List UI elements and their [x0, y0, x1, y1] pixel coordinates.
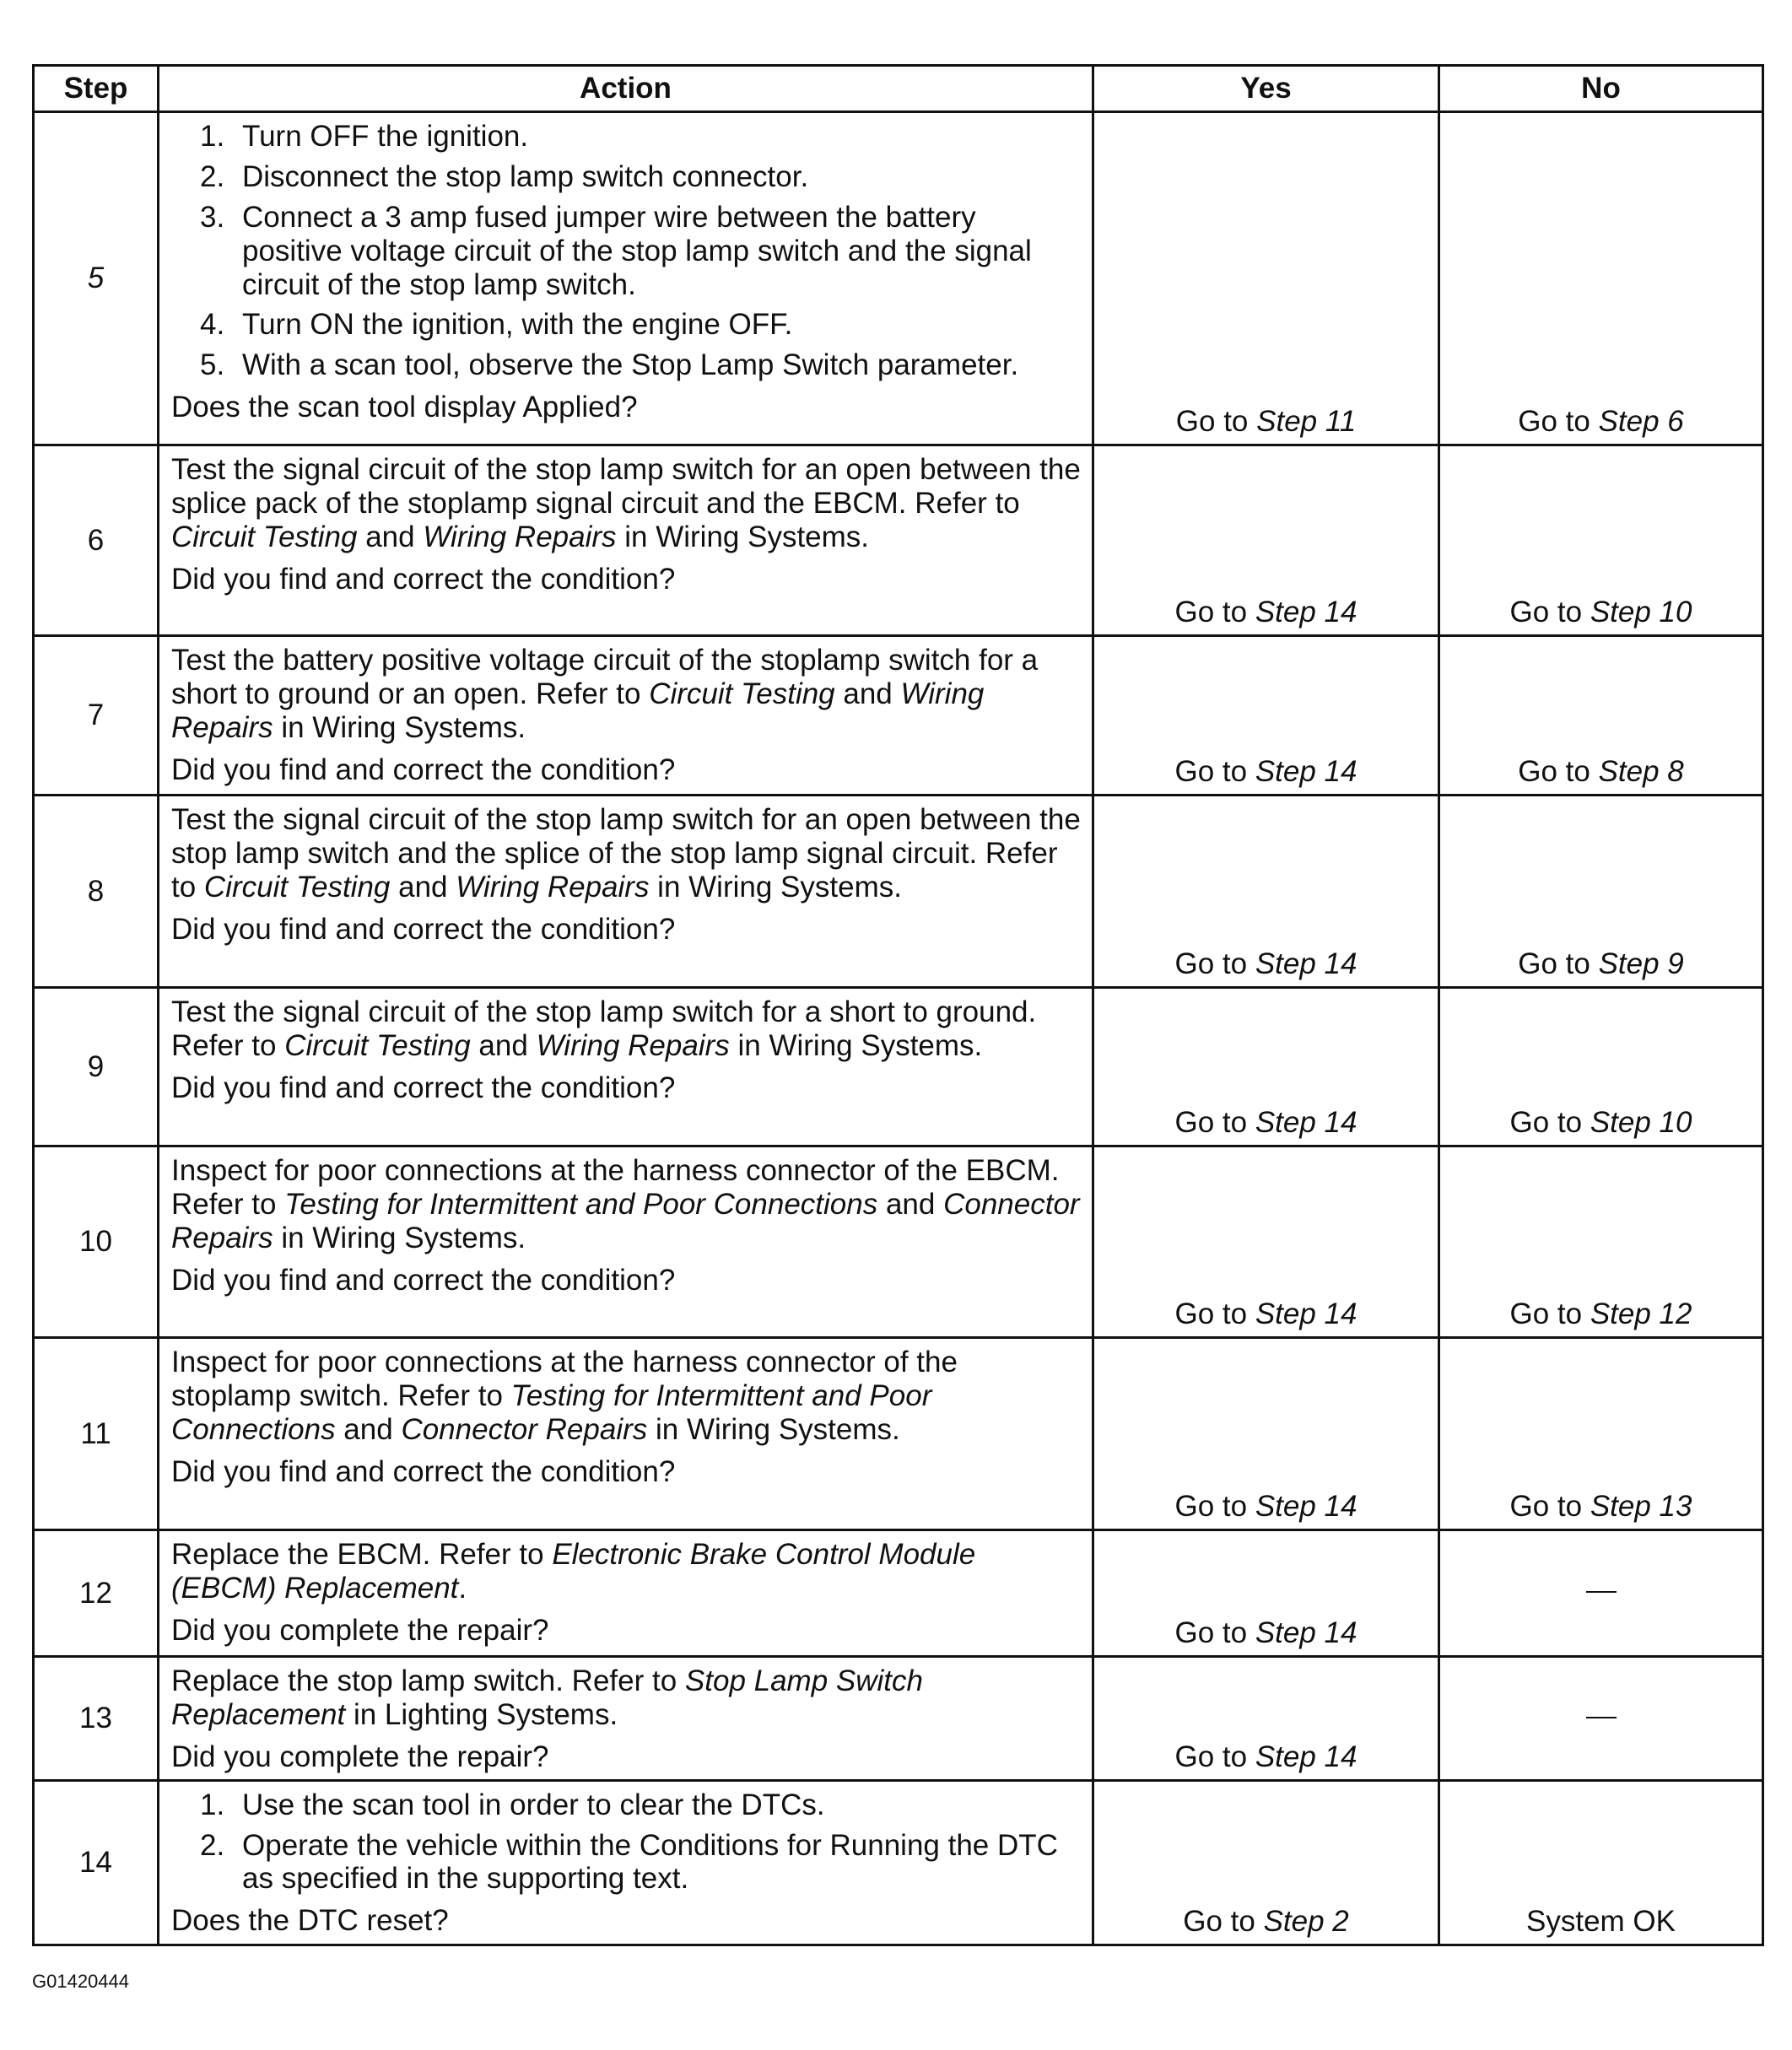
list-item: 5. With a scan tool, observe the Stop Lamp Switch parameter.	[200, 348, 1019, 382]
action-question: Does the scan tool display Applied?	[171, 391, 638, 424]
action-question: Did you find and correct the condition?	[171, 912, 676, 946]
no-cell: Go to Step 12	[1439, 1146, 1763, 1338]
action-cell	[159, 796, 1093, 988]
table-row-step-9	[34, 988, 1763, 1146]
header-action: Action	[159, 66, 1093, 112]
action-question: Did you find and correct the condition?	[171, 1454, 676, 1488]
action-list	[171, 1788, 1083, 1896]
step-number: 8	[34, 796, 159, 988]
yes-cell: Go to Step 14	[1093, 1530, 1439, 1657]
action-cell	[159, 1338, 1093, 1530]
diagnostic-table	[32, 64, 1764, 1946]
no-cell	[1439, 1530, 1763, 1657]
yes-cell: Go to Step 14	[1093, 1338, 1439, 1530]
table-row-step-11	[34, 1338, 1763, 1530]
table-row-step-14	[34, 1780, 1763, 1945]
action-text: Replace the EBCM. Refer to Electronic Brake Control Module (EBCM) Replacement.	[171, 1538, 976, 1605]
header-yes: Yes	[1093, 66, 1439, 112]
table-row-step-8	[34, 796, 1763, 988]
action-text: Test the battery positive voltage circuit of the stoplamp switch for a short to ground or an open. Refer to Circuit Testing and Wiring Repairs in Wiring Systems.	[171, 644, 1039, 744]
action-cell	[159, 1657, 1093, 1781]
action-cell	[159, 636, 1093, 796]
action-question: Did you complete the repair?	[171, 1613, 549, 1647]
yes-cell: Go to Step 11	[1093, 112, 1439, 445]
list-item: 2. Operate the vehicle within the Conditions for Running the DTC as specified in the supporting text.	[200, 1828, 1058, 1896]
action-text: Inspect for poor connections at the harness connector of the EBCM. Refer to Testing for Intermittent and Poor Connections and Connector Repairs in Wiring Systems.	[171, 1154, 1080, 1254]
action-text: Test the signal circuit of the stop lamp switch for a short to ground. Refer to Circuit Testing and Wiring Repairs in Wiring Systems.	[171, 995, 1037, 1062]
table-row-step-7	[34, 636, 1763, 796]
no-cell: System OK	[1439, 1780, 1763, 1945]
list-item: 1. Turn OFF the ignition.	[200, 120, 529, 153]
yes-cell: Go to Step 2	[1093, 1780, 1439, 1945]
step-number: 11	[34, 1338, 159, 1530]
step-number: 14	[34, 1780, 159, 1945]
step-number: 5	[34, 112, 159, 445]
no-cell: Go to Step 8	[1439, 636, 1763, 796]
yes-cell: Go to Step 14	[1093, 445, 1439, 636]
action-text: Test the signal circuit of the stop lamp switch for an open between the stop lamp switch and the splice of the stop lamp signal circuit. Refer to Circuit Testing and Wiring Repairs in Wiring Systems.	[171, 803, 1081, 904]
no-cell	[1439, 1657, 1763, 1781]
table-row-step-10	[34, 1146, 1763, 1338]
action-text: Inspect for poor connections at the harness connector of the stoplamp switch. Refer to Testing for Intermittent and Poor Connections and Connector Repairs in Wiring Systems.	[171, 1346, 958, 1446]
action-cell	[159, 1780, 1093, 1945]
yes-cell: Go to Step 14	[1093, 636, 1439, 796]
action-cell	[159, 1146, 1093, 1338]
figure-id: G01420444	[32, 1971, 129, 1992]
yes-cell: Go to Step 14	[1093, 796, 1439, 988]
action-cell	[159, 1530, 1093, 1657]
action-question: Did you complete the repair?	[171, 1740, 549, 1773]
action-cell	[159, 445, 1093, 636]
action-cell	[159, 112, 1093, 445]
action-cell	[159, 988, 1093, 1146]
list-item: 4. Turn ON the ignition, with the engine OFF.	[200, 308, 793, 342]
no-cell: Go to Step 9	[1439, 796, 1763, 988]
header-step: Step	[34, 66, 159, 112]
step-number: 7	[34, 636, 159, 796]
no-cell: Go to Step 13	[1439, 1338, 1763, 1530]
yes-cell: Go to Step 14	[1093, 1657, 1439, 1781]
em-dash	[1586, 1591, 1617, 1593]
table-row-step-6	[34, 445, 1763, 636]
header-no: No	[1439, 66, 1763, 112]
yes-cell: Go to Step 14	[1093, 988, 1439, 1146]
action-text: Replace the stop lamp switch. Refer to Stop Lamp Switch Replacement in Lighting Systems.	[171, 1664, 923, 1731]
action-question: Did you find and correct the condition?	[171, 1263, 676, 1297]
action-question: Does the DTC reset?	[171, 1904, 449, 1938]
step-number: 12	[34, 1530, 159, 1657]
em-dash	[1586, 1717, 1617, 1718]
list-item: 2. Disconnect the stop lamp switch connector.	[200, 159, 809, 193]
step-number: 10	[34, 1146, 159, 1338]
no-cell: Go to Step 6	[1439, 112, 1763, 445]
action-question: Did you find and correct the condition?	[171, 1071, 676, 1104]
action-list	[171, 120, 1083, 382]
action-question: Did you find and correct the condition?	[171, 562, 676, 596]
step-number: 9	[34, 988, 159, 1146]
table-row-step-13	[34, 1657, 1763, 1781]
step-number: 6	[34, 445, 159, 636]
no-cell: Go to Step 10	[1439, 988, 1763, 1146]
yes-cell: Go to Step 14	[1093, 1146, 1439, 1338]
table-row-step-12	[34, 1530, 1763, 1657]
list-item: 3. Connect a 3 amp fused jumper wire between the battery positive voltage circuit of the stop lamp switch and the signal circuit of the stop lamp switch.	[200, 200, 1032, 301]
list-item: 1. Use the scan tool in order to clear the DTCs.	[200, 1788, 825, 1821]
diagnostic-table-sheet	[32, 64, 1762, 1946]
action-text: Test the signal circuit of the stop lamp switch for an open between the splice pack of the stoplamp signal circuit and the EBCM. Refer to Circuit Testing and Wiring Repairs in Wiring Systems.	[171, 453, 1081, 553]
no-cell: Go to Step 10	[1439, 445, 1763, 636]
step-number: 13	[34, 1657, 159, 1781]
action-question: Did you find and correct the condition?	[171, 753, 676, 786]
table-header-row	[34, 66, 1763, 112]
table-row-step-5	[34, 112, 1763, 445]
